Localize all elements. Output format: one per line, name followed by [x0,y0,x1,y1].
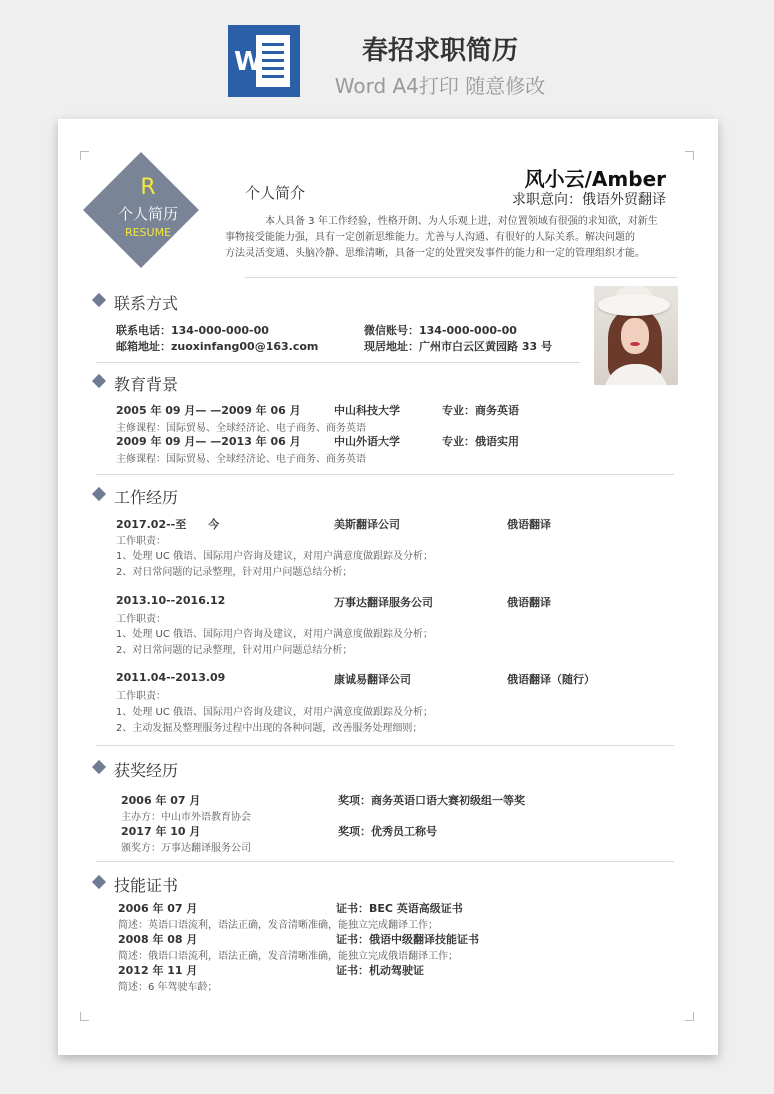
skill-cert: 证书：机动驾驶证 [336,964,424,977]
crop-mark [80,1012,89,1021]
skill-date: 2006 年 07 月 [118,902,198,915]
candidate-name: 风小云/Amber [524,167,666,191]
work-company: 美斯翻译公司 [334,518,400,531]
divider [96,362,580,363]
award-note: 颁奖方：万事达翻译服务公司 [121,843,251,854]
work-company: 万事达翻译服务公司 [334,596,433,609]
work-duty: 2、主动发掘及整理服务过程中出现的各种问题，改善服务处理细则； [116,723,423,734]
banner-title: 春招求职简历 [361,36,518,66]
award-note: 主办方：中山市外语教育协会 [121,812,251,823]
edu-major: 专业：商务英语 [442,404,519,417]
divider [96,745,674,746]
work-company: 康诚易翻译公司 [334,673,411,686]
work-period: 2011.04--2013.09 [116,671,226,684]
work-duty: 1、处理 UC 俄语、国际用户咨询及建议，对用户满意度做跟踪及分析； [116,707,434,718]
section-heading: 技能证书 [114,876,179,895]
job-objective: 求职意向：俄语外贸翻译 [512,192,666,208]
profile-photo [594,286,678,385]
skill-date: 2008 年 08 月 [118,933,198,946]
work-period: 2017.02--至 今 [116,518,220,531]
skill-date: 2012 年 11 月 [118,964,198,977]
work-duty: 1、处理 UC 俄语、国际用户咨询及建议，对用户满意度做跟踪及分析； [116,551,434,562]
word-document-icon: W [228,25,300,97]
crop-mark [80,151,89,160]
contact-phone: 联系电话：134-000-000-00 [116,324,269,337]
section-heading: 教育背景 [114,375,179,394]
intro-line: 方法灵活变通、头脑冷静、思维清晰，具备一定的处置突发事件的能力和一定的管理组织才能。 [225,248,645,259]
intro-text [225,214,669,262]
work-duty: 2、对日常问题的记录整理，针对用户问题总结分析； [116,645,353,656]
edu-period: 2009 年 09 月— —2013 年 06 月 [116,435,301,448]
work-period: 2013.10--2016.12 [116,594,226,607]
section-heading: 工作经历 [114,488,179,507]
diamond-bullet-icon [92,293,106,307]
edu-major: 专业：俄语实用 [442,435,519,448]
work-duty: 2、对日常问题的记录整理，针对用户问题总结分析； [116,567,353,578]
work-label: 工作职责： [116,536,166,547]
contact-email: 邮箱地址：zuoxinfang00@163.com [116,340,319,353]
section-heading: 获奖经历 [114,761,179,780]
work-role: 俄语翻译 [507,596,551,609]
edu-period: 2005 年 09 月— —2009 年 06 月 [116,404,301,417]
work-label: 工作职责： [116,691,166,702]
divider [245,277,677,278]
edu-school: 中山科技大学 [334,404,400,417]
diamond-bullet-icon [92,760,106,774]
award-date: 2017 年 10 月 [121,825,201,838]
skill-note: 简述：6 年驾驶车龄； [118,982,218,993]
work-role: 俄语翻译 [507,518,551,531]
crop-mark [685,1012,694,1021]
diamond-bullet-icon [92,374,106,388]
diamond-bullet-icon [92,487,106,501]
divider [96,861,674,862]
intro-heading: 个人简介 [245,184,306,202]
skill-cert: 证书：俄语中级翻译技能证书 [336,933,479,946]
banner-subtitle: Word A4打印 随意修改 [334,74,546,98]
divider [96,474,674,475]
work-duty: 1、处理 UC 俄语、国际用户咨询及建议，对用户满意度做跟踪及分析； [116,629,434,640]
resume-page [58,119,718,1055]
contact-address: 现居地址：广州市白云区黄园路 33 号 [364,340,552,353]
intro-line: 事物接受能能力强，具有一定创新思维能力。尤善与人沟通、有很好的人际关系。解决问题的 [225,232,635,243]
award-date: 2006 年 07 月 [121,794,201,807]
work-label: 工作职责： [116,614,166,625]
award-name: 奖项：商务英语口语大赛初级组一等奖 [338,794,525,807]
contact-wechat: 微信账号：134-000-000-00 [364,324,517,337]
section-heading: 联系方式 [114,294,179,313]
badge-letter: R [140,175,156,200]
edu-courses: 主修课程：国际贸易、全球经济论、电子商务、商务英语 [116,423,366,434]
crop-mark [685,151,694,160]
skill-cert: 证书：BEC 英语高级证书 [336,902,463,915]
diamond-bullet-icon [92,875,106,889]
badge-title: 个人简历 [117,205,178,223]
edu-courses: 主修课程：国际贸易、全球经济论、电子商务、商务英语 [116,454,366,465]
work-role: 俄语翻译（随行） [507,673,595,686]
badge-subtitle: RESUME [124,226,172,239]
edu-school: 中山外语大学 [334,435,400,448]
intro-line: 本人具备 3 年工作经验，性格开朗、为人乐观上进，对位置领域有很强的求知欲，对新生 [265,216,658,227]
award-name: 奖项：优秀员工称号 [338,825,437,838]
skill-note: 简述：俄语口语流利，语法正确，发音清晰准确，能独立完成俄语翻译工作； [118,951,458,962]
skill-note: 简述：英语口语流利，语法正确，发音清晰准确，能独立完成翻译工作； [118,920,438,931]
